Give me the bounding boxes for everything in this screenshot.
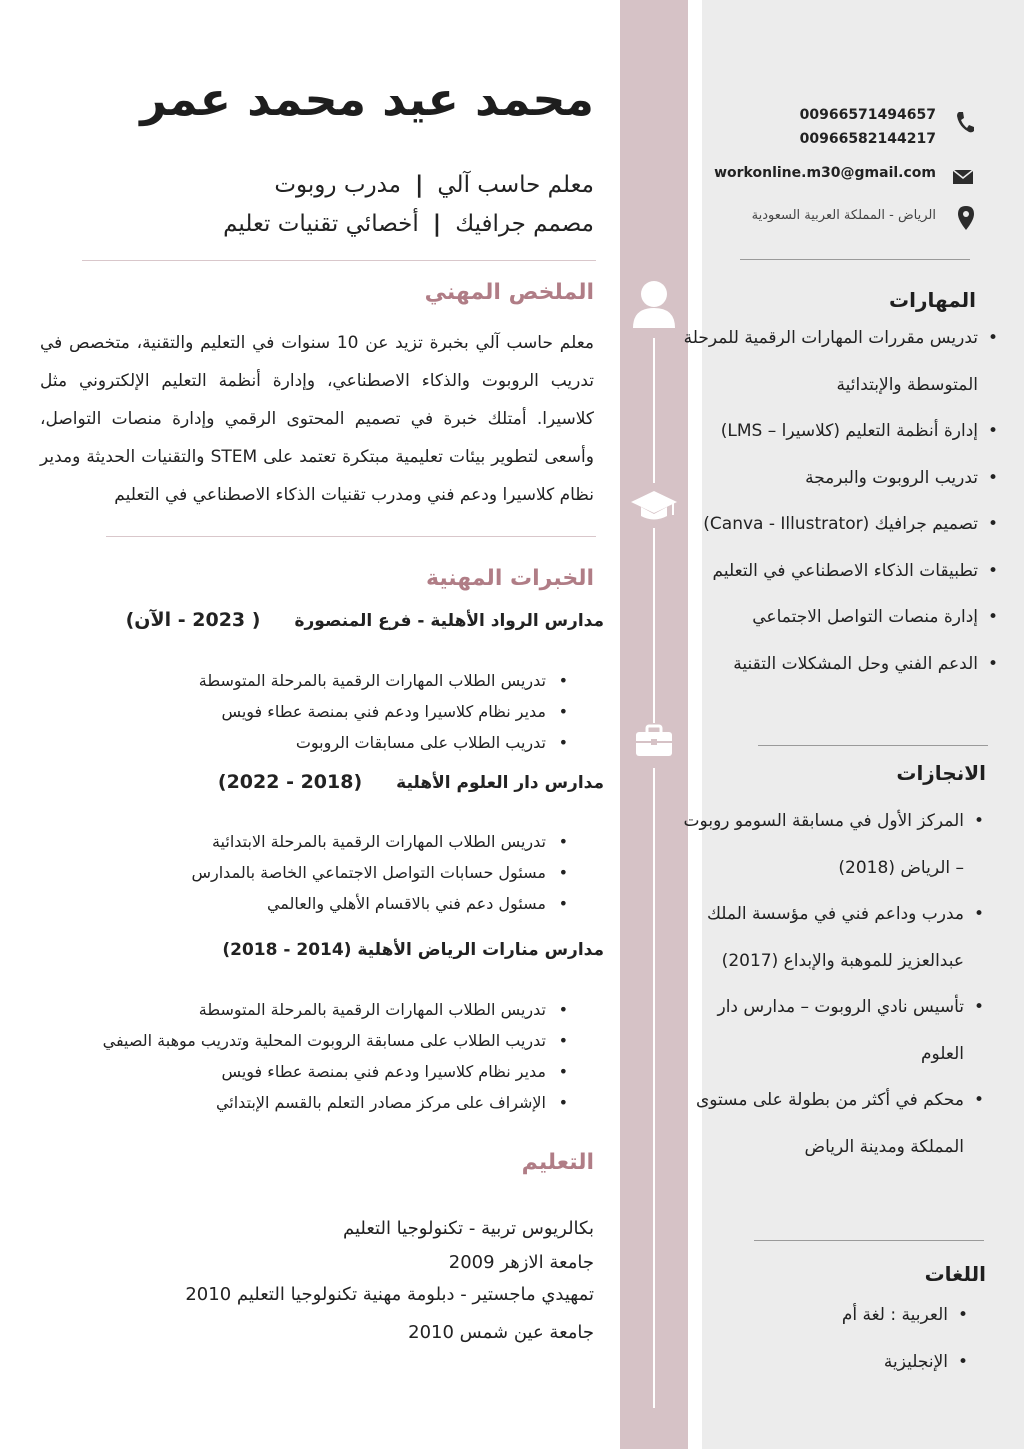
- location-pin-icon: [957, 205, 975, 235]
- timeline-line: [653, 768, 655, 1408]
- job-heading: [222, 940, 604, 960]
- list-item: • تدريس الطلاب المهارات الرقمية بالمرحلة المتوسطة: [103, 994, 546, 1025]
- list-item: • تأسيس نادي الروبوت – مدارس دار العلوم: [717, 997, 984, 1064]
- list-item: • تدريس الطلاب المهارات الرقمية بالمرحلة الابتدائية: [191, 826, 546, 857]
- languages-heading: اللغات: [924, 1262, 986, 1286]
- title-separator: |: [414, 172, 424, 198]
- summary-heading: الملخص المهني: [424, 280, 594, 305]
- list-item: • تدريب الطلاب على مسابقات الروبوت: [199, 727, 546, 758]
- envelope-icon: [953, 169, 973, 188]
- phone-number[interactable]: 00966582144217: [799, 131, 936, 147]
- title-separator: |: [432, 211, 442, 237]
- achievements-heading: الانجازات: [896, 761, 986, 785]
- job-title: مصمم جرافيك: [455, 211, 594, 237]
- list-item: • الإشراف على مركز مصادر التعلم بالقسم الإبتدائي: [103, 1087, 546, 1118]
- job-titles-line-1: [274, 172, 594, 198]
- briefcase-icon: [629, 724, 679, 764]
- list-item: • الإنجليزية: [883, 1351, 968, 1372]
- job-titles-line-2: [223, 211, 594, 237]
- list-item: • إدارة أنظمة التعليم (كلاسيرا – LMS): [720, 421, 998, 441]
- list-item: • الدعم الفني وحل المشكلات التقنية: [733, 653, 998, 674]
- timeline-line: [653, 338, 655, 483]
- list-item: • مدير نظام كلاسيرا ودعم فني بمنصة عطاء فويس: [199, 696, 546, 727]
- job-org: مدارس دار العلوم الأهلية: [396, 773, 604, 793]
- education-line: جامعة عين شمس 2010: [408, 1322, 594, 1343]
- skills-list: [668, 315, 998, 687]
- education-line: بكالريوس تربية - تكنولوجيا التعليم: [342, 1218, 594, 1239]
- list-item: • تطبيقات الذكاء الاصطناعي في التعليم: [712, 560, 998, 581]
- education-line: جامعة الازهر 2009: [448, 1252, 594, 1273]
- divider: [740, 259, 970, 260]
- location-text: الرياض - المملكة العربية السعودية: [751, 208, 936, 223]
- education-line: تمهيدي ماجستير - دبلومة مهنية تكنولوجيا التعليم 2010: [185, 1284, 594, 1305]
- list-item: • تدريس الطلاب المهارات الرقمية بالمرحلة المتوسطة: [199, 665, 546, 696]
- divider: [106, 536, 596, 537]
- list-item: • العربية : لغة أم: [841, 1305, 968, 1325]
- list-item: • مدير نظام كلاسيرا ودعم فني بمنصة عطاء فويس: [103, 1056, 546, 1087]
- list-item: • إدارة منصات التواصل الاجتماعي: [752, 607, 998, 627]
- job-title: مدرب روبوت: [274, 172, 401, 198]
- experience-heading: الخبرات المهنية: [425, 566, 594, 591]
- job-title: أخصائي تقنيات تعليم: [223, 211, 419, 237]
- divider: [754, 1240, 984, 1241]
- list-item: • تصميم جرافيك (Canva - Illustrator): [703, 514, 998, 534]
- list-item: • محكم في أكثر من بطولة على مستوى المملكة ومدينة الرياض: [695, 1090, 984, 1157]
- list-item: • المركز الأول في مسابقة السومو روبوت – الرياض (2018): [683, 811, 984, 878]
- job-heading: [126, 609, 604, 631]
- skills-heading: المهارات: [889, 288, 976, 312]
- list-item: • تدريب الطلاب على مسابقة الروبوت المحلية وتدريب موهبة الصيفي: [103, 1025, 546, 1056]
- languages-list: [688, 1292, 968, 1385]
- list-item: • تدريس مقررات المهارات الرقمية للمرحلة المتوسطة والإبتدائية: [683, 328, 998, 395]
- timeline-line: [653, 528, 655, 723]
- job-duties: [103, 994, 568, 1118]
- list-item: • تدريب الروبوت والبرمجة: [805, 467, 998, 488]
- list-item: • مسئول دعم فني بالاقسام الأهلي والعالمي: [191, 888, 546, 919]
- job-duties: [199, 665, 568, 758]
- summary-text: معلم حاسب آلي بخبرة تزيد عن 10 سنوات في التعليم والتقنية، متخصص في تدريب الروبوت والذكاء الاصطناعي، وإدارة أنظمة التعليم الإلكتروني مثل كلاسيرا. أمتلك خبرة في تصميم المحتوى الرقمي وإدارة منصات التواصل، وأسعى لتطوير بيئات تعليمية مبتكرة تعتمد على STEM والتقنيات الحديثة ومدير نظام كلاسيرا ودعم فني ومدرب تقنيات الذكاء الاصطناعي في التعليم: [40, 333, 595, 505]
- job-title: معلم حاسب آلي: [437, 172, 594, 198]
- list-item: • مدرب وداعم فني في مؤسسة الملك عبدالعزيز للموهبة والإبداع (2017): [706, 904, 984, 971]
- phone-icon: [955, 110, 975, 138]
- job-duties: [191, 826, 568, 919]
- list-item: • مسئول حسابات التواصل الاجتماعي الخاصة بالمدارس: [191, 857, 546, 888]
- divider: [82, 260, 596, 261]
- phone-number[interactable]: 00966571494657: [799, 107, 936, 123]
- email-link[interactable]: workonline.m30@gmail.com: [714, 165, 936, 181]
- achievements-list: [674, 798, 984, 1170]
- divider: [758, 745, 988, 746]
- job-org: مدارس منارات الرياض الأهلية (2014 - 2018): [222, 940, 604, 960]
- page-title: محمد عيد محمد عمر: [140, 72, 594, 126]
- job-heading: [218, 771, 604, 793]
- job-dates: (2018 - 2022): [217, 771, 363, 793]
- job-org: مدارس الرواد الأهلية - فرع المنصورة: [294, 611, 604, 631]
- education-heading: التعليم: [521, 1150, 594, 1175]
- job-dates: ( 2023 - الآن): [125, 609, 261, 631]
